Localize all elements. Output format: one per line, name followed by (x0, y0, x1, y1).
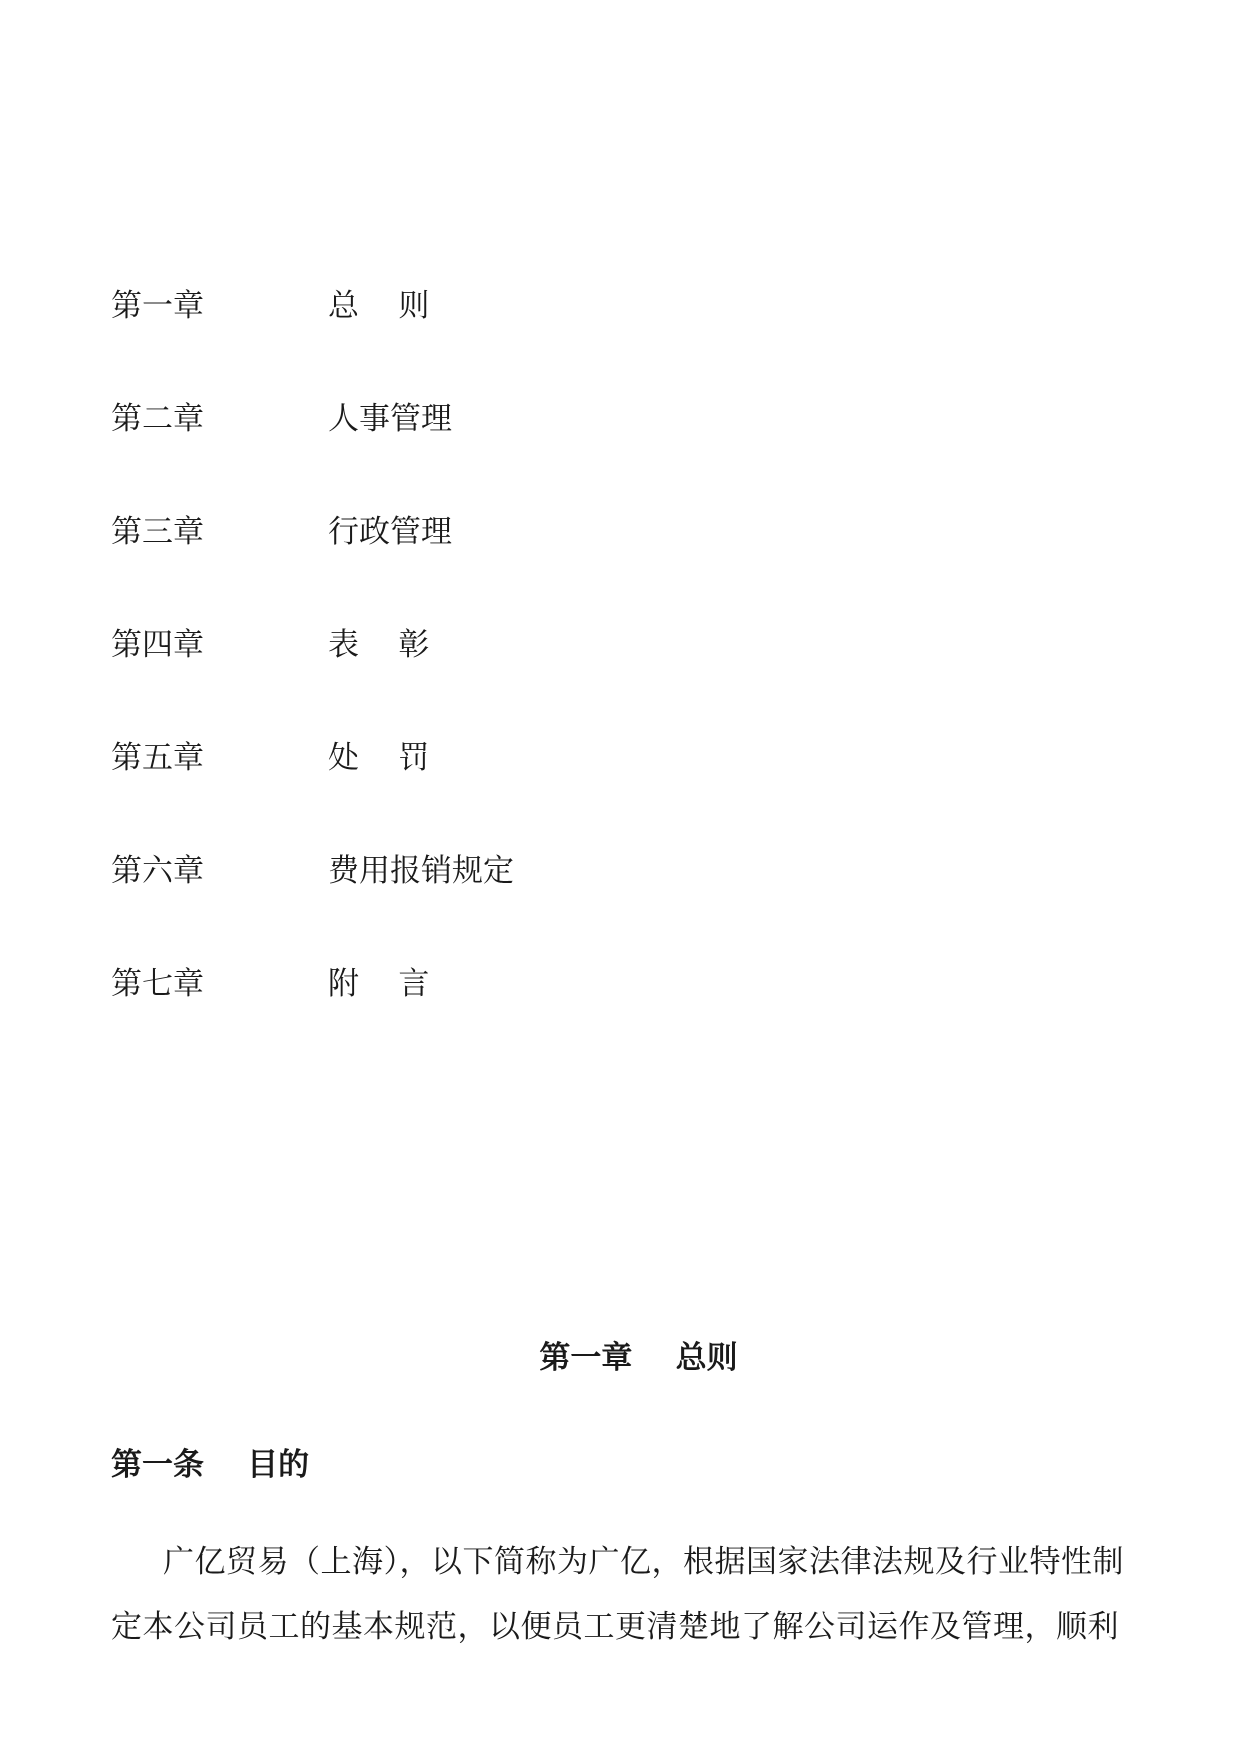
chapter-heading: 第一章 总则 (539, 1340, 738, 1376)
toc-chapter-number: 第七章 (111, 966, 204, 1002)
toc-chapter-number: 第四章 (111, 627, 204, 663)
toc-chapter-title: 总 则 (328, 288, 430, 324)
toc-chapter-number: 第二章 (111, 401, 204, 437)
toc-chapter-title: 行政管理 (328, 514, 452, 550)
toc-chapter-title: 处 罚 (328, 740, 430, 776)
toc-chapter-number: 第五章 (111, 740, 204, 776)
paragraph-line: 广亿贸易（上海），以下简称为广亿，根据国家法律法规及行业特性制 (163, 1544, 1124, 1580)
toc-chapter-title: 人事管理 (328, 401, 452, 437)
toc-chapter-title: 表 彰 (328, 627, 430, 663)
toc-chapter-title: 附 言 (328, 966, 430, 1002)
paragraph-line: 定本公司员工的基本规范，以便员工更清楚地了解公司运作及管理，顺利 (111, 1609, 1119, 1645)
toc-entry-6[interactable] (0, 849, 1241, 893)
toc-chapter-title: 费用报销规定 (328, 853, 514, 889)
toc-entry-5[interactable] (0, 736, 1241, 780)
toc-entry-3[interactable] (0, 510, 1241, 554)
toc-entry-2[interactable] (0, 397, 1241, 441)
toc-entry-4[interactable] (0, 623, 1241, 667)
toc-entry-7[interactable] (0, 962, 1241, 1006)
article-heading: 第一条 目的 (111, 1447, 310, 1483)
toc-chapter-number: 第三章 (111, 514, 204, 550)
toc-chapter-number: 第六章 (111, 853, 204, 889)
toc-entry-1[interactable] (0, 284, 1241, 328)
body-paragraph (111, 1530, 1161, 1660)
toc-chapter-number: 第一章 (111, 288, 204, 324)
